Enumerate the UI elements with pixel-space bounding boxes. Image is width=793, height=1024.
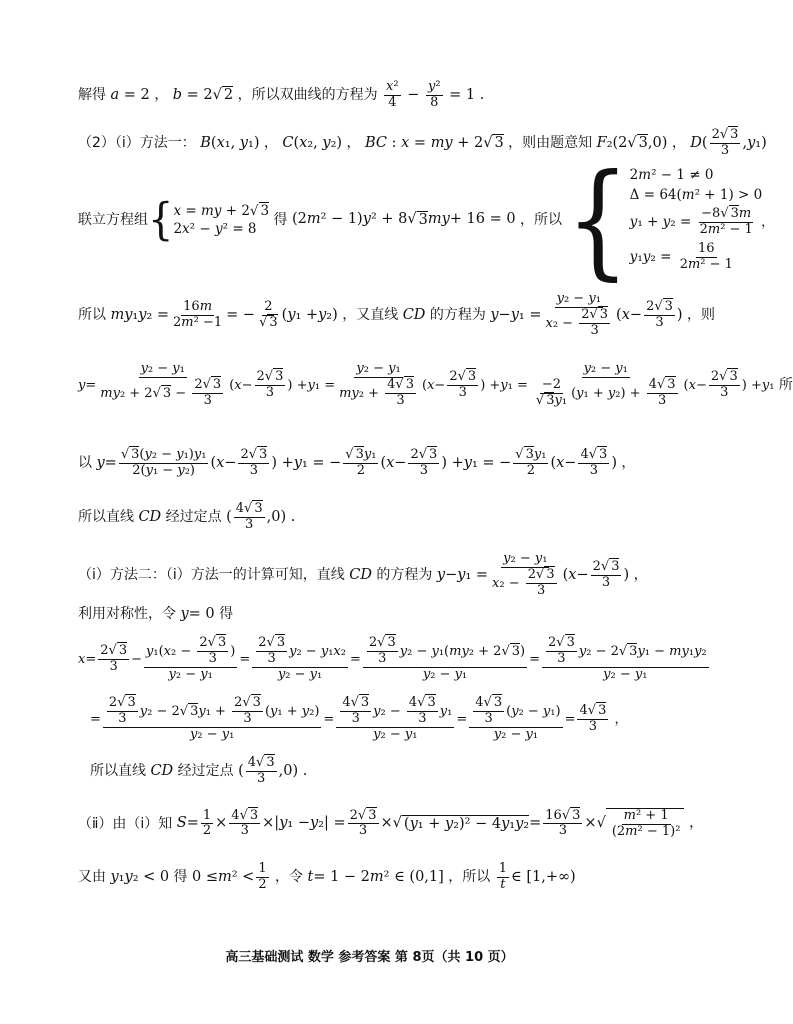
solution-line-13: （ⅱ）由（ⅰ）知 S = $\frac{1}{2}$ × $\frac{4√ 3}{3}$ ×| y ₁ − y ₂| = $\frac{2√ 3}{3}$ × √ (y₁ + y₂)² − 4y₁y₂ = $\frac{16√ 3}{3}$ × √ $\frac{\text{m² + 1}}{\text{(2m² − 1)²}}$ ，: [78, 808, 719, 840]
solution-line-6: 以 y = √ $\frac{\text{3(y₂ − y₁)y₁}}{\text{2(y₁ − y₂)}}$ ( x − $\frac{2√ 3}{3}$ ) + y ₁ = − √ $\frac{\text{3y₁}}{2}$ ( x − $\frac{2√ 3}{3}$ ) + y ₁ = − √ $\frac{\text{3y₁}}{2}$ ( x − $\frac{4√ 3}{3}$ ) ，: [78, 448, 719, 479]
solution-line-11: = $\frac{2√ 3}{3}$ y₂ − 2√ 3y₁ + $\frac{2√ 3}{3}$ (y₁ + y₂) y₂ − y₁ = $\frac{4√ 3}{3}$ y₂ − $\frac{4√ 3}{3}$ y₁ y₂ − y₁ = $\frac{4√ 3}{3}$ (y₂ − y₁) y₂ − y₁ = $\frac{4√ 3}{3}$ ，: [90, 696, 719, 743]
solution-line-1: 解得 a = 2 ， b = 2 √ 2 ，所以双曲线的方程为 $\frac{\text{x²}}{4}$ − $\frac{\text{y²}}{8}$ = 1 .: [78, 80, 719, 111]
solution-line-4: 所以 my ₁ y ₂ = $\frac{16m}{\text{2m² −1}}$ = − 2 √ 3 ( y ₁ + y ₂) ，又直线 CD 的方程为 y − y ₁ = y₂ − y₁ x₂ − $\frac{2√ 3}{3}$ ( x − $\frac{2√ 3}{3}$ ) ，则: [78, 292, 719, 339]
solution-line-12: 所以直线 CD 经过定点 ( $\frac{4√ 3}{3}$ ,0) .: [90, 756, 719, 787]
solution-line-9: 利用对称性，令 y = 0 得: [78, 606, 234, 623]
solution-line-7: 所以直线 CD 经过定点 ( $\frac{4√ 3}{3}$ ,0) .: [78, 502, 719, 533]
page-footer: 高三基础测试 数学 参考答案 第 8页（共 10 页）: [225, 950, 514, 965]
solution-line-2: （2）（ⅰ）方法一： B ( x ₁, y ₁) ， C ( x ₂, y ₂) ， BC : x = my + 2 √ 3 ，则由题意知 F ₂(2 √ 3 ,0) ， D ( $\frac{2√ 3}{3}$ , y ₁): [78, 128, 719, 159]
solution-line-14: 又由 y ₁ y ₂ < 0 得 0 ≤ m ² < $\frac{1}{2}$ ，令 t = 1 − 2 m ² ∈ (0,1] ，所以 $\frac{1}{t}$ ∈ [1,+∞): [78, 861, 576, 892]
solution-line-10: x = $\frac{2√ 3}{3}$ − y₁(x₂ − $\frac{2√ 3}{3}$ ) y₂ − y₁ = $\frac{2√ 3}{3}$ y₂ − y₁x₂ y₂ − y₁ = $\frac{2√ 3}{3}$ y₂ − y₁(my₂ + 2√ 3) y₂ − y₁ = $\frac{2√ 3}{3}$ y₂ − 2√ 3y₁ − my₁y₂ y₂ − y₁: [78, 636, 719, 683]
solution-line-3: 联立方程组 { x = my + 2√ 3 2x² − y² = 8 得 (2 m ² − 1) y ² + 8 √ 3 my + 16 = 0 ，所以 { 2m² − 1 ≠ 0 Δ = 64(m² + 1) > 0 y₁ + y₂ = $\frac{-8√ 3m}{\text{2m² − 1}}$ ， y₁y₂ = $\frac{16}{\text{2m² − 1}}$: [78, 160, 719, 280]
solution-line-8: （ⅰ）方法二：（ⅰ）方法一的计算可知，直线 CD 的方程为 y − y ₁ = y₂ − y₁ x₂ − $\frac{2√ 3}{3}$ ( x − $\frac{2√ 3}{3}$ ) ，: [78, 552, 719, 599]
solution-line-5: y = y₂ − y₁ my₂ + 2√ 3 − $\frac{2√ 3}{3}$ ( x − $\frac{2√ 3}{3}$ ) + y ₁ = y₂ − y₁ my₂ + $\frac{4√ 3}{3}$ ( x − $\frac{2√ 3}{3}$ ) + y ₁ = y₂ − y₁ −2 √ 3y₁ (y₁ + y₂) + $\frac{4√ 3}{3}$ ( x − $\frac{2√ 3}{3}$ ) + y ₁ 所: [78, 362, 719, 409]
